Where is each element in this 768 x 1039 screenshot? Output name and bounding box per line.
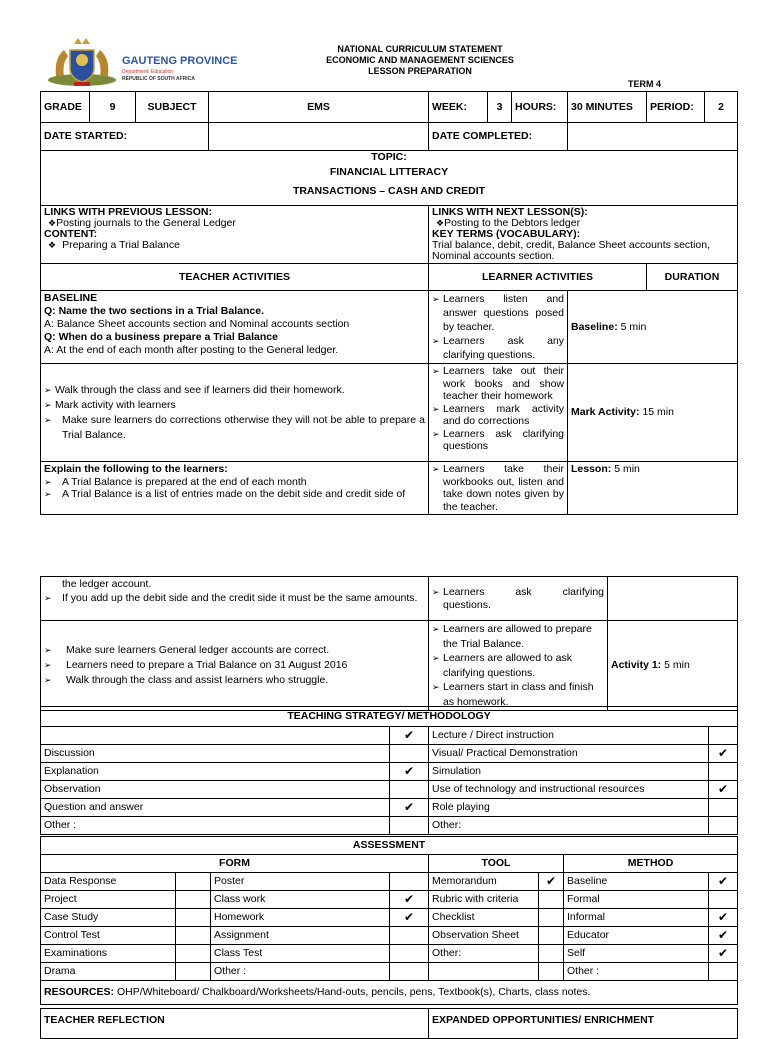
title-line-3: LESSON PREPARATION — [368, 66, 472, 76]
mark-teacher-item: ➢ Make sure learners do corrections otherwise they will not be able to prepare a Trial Balance. — [44, 413, 425, 443]
check-icon: ✔ — [709, 745, 738, 763]
form-check — [176, 963, 211, 981]
check-icon — [390, 945, 429, 963]
baseline-duration-cell — [568, 291, 738, 364]
resources-cell — [41, 981, 738, 1005]
activity-learner-item: ➢ Learners start in class and finish as homework. — [432, 680, 604, 709]
check-icon: ✔ — [709, 927, 738, 945]
check-icon — [539, 927, 564, 945]
strategy-left-label: Discussion — [41, 745, 390, 763]
check-icon — [390, 927, 429, 945]
check-icon — [539, 909, 564, 927]
baseline-learner-item: ➢ Learners ask any clarifying questions. — [432, 334, 564, 362]
subject-value: EMS — [209, 92, 429, 123]
links-next-cell — [429, 206, 738, 264]
coat-of-arms-logo — [44, 36, 120, 88]
check-icon — [539, 963, 564, 981]
strategy-right-label: Visual/ Practical Demonstration — [429, 745, 709, 763]
province-name: GAUTENG PROVINCE — [122, 55, 238, 67]
mark-learner-item: ➢ Learners ask clarifying questions — [432, 428, 564, 453]
continued-learner-item: ➢ Learners ask clarifying questions. — [432, 586, 604, 612]
lesson-teacher-cell — [41, 462, 429, 515]
check-icon — [709, 963, 738, 981]
mark-duration-label: Mark Activity: — [571, 406, 640, 418]
learner-activities-header: LEARNER ACTIVITIES — [429, 264, 647, 291]
mark-teacher-cell — [41, 364, 429, 462]
topic-line-1: FINANCIAL LITTERACY — [329, 166, 449, 178]
check-icon: ✔ — [539, 873, 564, 891]
method-item: Baseline — [564, 873, 709, 891]
grade-label: GRADE — [41, 92, 90, 123]
check-icon — [390, 873, 429, 891]
check-icon: ✔ — [709, 873, 738, 891]
activity-teacher-cell — [41, 621, 429, 711]
tool-header: TOOL — [429, 855, 564, 873]
form-check — [176, 927, 211, 945]
method-header: METHOD — [564, 855, 738, 873]
check-icon: ✔ — [390, 891, 429, 909]
baseline-teacher-cell — [41, 291, 429, 364]
activity-teacher-item: ➢ Walk through the class and assist learners who struggle. — [44, 673, 425, 688]
activity-duration-label: Activity 1: — [611, 659, 662, 671]
tool-item: Rubric with criteria — [429, 891, 539, 909]
check-icon — [709, 817, 738, 835]
check-icon: ✔ — [390, 763, 429, 781]
check-icon — [390, 781, 429, 799]
title-line-1: NATIONAL CURRICULUM STATEMENT — [337, 44, 503, 54]
date-completed-label: DATE COMPLETED: — [429, 123, 568, 151]
strategy-left-label — [41, 727, 390, 745]
date-started-label: DATE STARTED: — [41, 123, 209, 151]
period-label: PERIOD: — [647, 92, 705, 123]
check-icon — [709, 727, 738, 745]
check-icon — [709, 763, 738, 781]
check-icon: ✔ — [390, 909, 429, 927]
lesson-learner-cell — [429, 462, 568, 515]
form-item: Drama — [41, 963, 176, 981]
tool-item — [429, 963, 539, 981]
check-icon — [709, 799, 738, 817]
strategy-right-label: Use of technology and instructional resources — [429, 781, 709, 799]
form-check — [176, 909, 211, 927]
continued-teacher-cell — [41, 577, 429, 621]
lesson-teacher-item: ➢ A Trial Balance is a list of entries made on the debit side and credit side of — [44, 488, 425, 501]
strategy-left-label: Other : — [41, 817, 390, 835]
week-value: 3 — [488, 92, 512, 123]
lesson-title: Explain the following to the learners: — [44, 463, 228, 475]
enrichment-label: EXPANDED OPPORTUNITIES/ ENRICHMENT — [429, 1009, 738, 1039]
strategy-left-label: Observation — [41, 781, 390, 799]
method-item: Informal — [564, 909, 709, 927]
strategy-right-label: Lecture / Direct instruction — [429, 727, 709, 745]
activity-teacher-item: ➢ Learners need to prepare a Trial Balance on 31 August 2016 — [44, 658, 425, 673]
method-item: Educator — [564, 927, 709, 945]
continued-teacher-text: the ledger account. — [62, 578, 152, 590]
title-line-2: ECONOMIC AND MANAGEMENT SCIENCES — [326, 55, 514, 65]
duration-header: DURATION — [647, 264, 738, 291]
keyterms-text: Trial balance, debit, credit, Balance Sheet accounts section, Nominal accounts section. — [432, 239, 711, 262]
baseline-learner-item: ➢ Learners listen and answer questions posed by teacher. — [432, 292, 564, 334]
strategy-right-label: Other: — [429, 817, 709, 835]
topic-line-2: TRANSACTIONS – CASH AND CREDIT — [292, 185, 486, 197]
form-item: Assignment — [211, 927, 390, 945]
form-item: Project — [41, 891, 176, 909]
continued-learner-cell — [429, 577, 608, 621]
links-previous-cell — [41, 206, 429, 264]
baseline-a2: A: At the end of each month after posting to the General ledger. — [44, 344, 339, 356]
check-icon — [390, 963, 429, 981]
subject-label: SUBJECT — [136, 92, 209, 123]
assessment-table — [40, 836, 738, 1005]
baseline-q1: Q: Name the two sections in a Trial Balance. — [44, 305, 264, 317]
document-title — [270, 44, 570, 77]
form-item: Class Test — [211, 945, 390, 963]
content-label: CONTENT: — [44, 228, 98, 240]
teacher-activities-header: TEACHER ACTIVITIES — [41, 264, 429, 291]
form-item: Examinations — [41, 945, 176, 963]
baseline-title: BASELINE — [44, 292, 98, 304]
method-item: Other : — [564, 963, 709, 981]
form-item: Other : — [211, 963, 390, 981]
activity-duration-cell — [608, 621, 738, 711]
baseline-duration-value: 5 min — [620, 320, 647, 333]
tool-item: Checklist — [429, 909, 539, 927]
check-icon — [709, 891, 738, 909]
lesson-duration-label: Lesson: — [571, 463, 612, 475]
teaching-strategy-table — [40, 706, 738, 835]
links-previous-label: LINKS WITH PREVIOUS LESSON: — [44, 206, 213, 218]
strategy-left-label: Explanation — [41, 763, 390, 781]
form-item: Poster — [211, 873, 390, 891]
date-completed-value — [568, 123, 738, 151]
continued-duration-cell — [608, 577, 738, 621]
strategy-right-label: Role playing — [429, 799, 709, 817]
form-item: Control Test — [41, 927, 176, 945]
activity-duration-value: 5 min — [664, 659, 690, 671]
method-item: Formal — [564, 891, 709, 909]
continued-teacher-item: ➢ If you add up the debit side and the credit side it must be the same amounts. — [44, 592, 425, 606]
baseline-q2: Q: When do a business prepare a Trial Balance — [44, 331, 278, 343]
week-label: WEEK: — [429, 92, 488, 123]
period-value: 2 — [705, 92, 738, 123]
resources-text: OHP/Whiteboard/ Chalkboard/Worksheets/Hand-outs, pencils, pens, Textbook(s), Charts, class notes. — [116, 986, 591, 998]
term-label: TERM 4 — [628, 79, 662, 89]
lesson-plan-table-page2 — [40, 576, 738, 711]
department-name: Department: Education — [122, 69, 174, 75]
mark-teacher-item: ➢ Walk through the class and see if learners did their homework. — [44, 383, 425, 398]
topic-label: TOPIC: — [371, 151, 407, 163]
strategy-title: TEACHING STRATEGY/ METHODOLOGY — [41, 707, 738, 727]
assessment-title: ASSESSMENT — [41, 837, 738, 855]
form-check — [176, 945, 211, 963]
baseline-learner-cell — [429, 291, 568, 364]
form-item: Case Study — [41, 909, 176, 927]
check-icon: ✔ — [390, 727, 429, 745]
strategy-right-label: Simulation — [429, 763, 709, 781]
mark-duration-value: 15 min — [642, 406, 674, 418]
teacher-reflection-label: TEACHER REFLECTION — [41, 1009, 429, 1039]
baseline-duration-label: Baseline: — [571, 320, 618, 333]
form-check — [176, 891, 211, 909]
tool-item: Other: — [429, 945, 539, 963]
resources-label: RESOURCES: — [44, 986, 115, 998]
topic-block — [41, 151, 738, 206]
mark-learner-item: ➢ Learners mark activity and do corrections — [432, 403, 564, 428]
country-name: REPUBLIC OF SOUTH AFRICA — [122, 76, 195, 82]
check-icon: ✔ — [390, 799, 429, 817]
mark-learner-cell — [429, 364, 568, 462]
check-icon — [390, 745, 429, 763]
lesson-duration-value: 5 min — [614, 463, 640, 475]
lesson-learner-item: ➢ Learners take their workbooks out, listen and take down notes given by the teacher. — [432, 463, 564, 513]
activity-teacher-item: ➢ Make sure learners General ledger accounts are correct. — [44, 643, 425, 658]
form-item: Data Response — [41, 873, 176, 891]
method-item: Self — [564, 945, 709, 963]
mark-teacher-item: ➢ Mark activity with learners — [44, 398, 425, 413]
strategy-left-label: Question and answer — [41, 799, 390, 817]
date-started-value — [209, 123, 429, 151]
baseline-a1: A: Balance Sheet accounts section and Nominal accounts section — [44, 318, 350, 330]
form-item: Homework — [211, 909, 390, 927]
lesson-teacher-item: ➢ A Trial Balance is prepared at the end of each month — [44, 476, 425, 489]
tool-item: Observation Sheet — [429, 927, 539, 945]
tool-item: Memorandum — [429, 873, 539, 891]
check-icon: ✔ — [709, 781, 738, 799]
content-item: Preparing a Trial Balance — [62, 239, 180, 251]
form-header: FORM — [41, 855, 429, 873]
activity-learner-cell — [429, 621, 608, 711]
grade-value: 9 — [90, 92, 136, 123]
links-next-label: LINKS WITH NEXT LESSON(S): — [432, 206, 588, 218]
check-icon — [539, 945, 564, 963]
activity-learner-item: ➢ Learners are allowed to ask clarifying questions. — [432, 651, 604, 680]
check-icon — [390, 817, 429, 835]
keyterms-label: KEY TERMS (VOCABULARY): — [432, 228, 581, 240]
hours-value: 30 MINUTES — [568, 92, 647, 123]
links-next-item: Posting to the Debtors ledger — [444, 217, 581, 229]
lesson-duration-cell — [568, 462, 738, 515]
mark-learner-item: ➢ Learners take out their work books and show teacher their homework — [432, 365, 564, 403]
lesson-plan-table-page1 — [40, 91, 738, 515]
links-previous-item: Posting journals to the General Ledger — [56, 217, 236, 229]
check-icon: ✔ — [709, 945, 738, 963]
form-item: Class work — [211, 891, 390, 909]
mark-duration-cell — [568, 364, 738, 462]
hours-label: HOURS: — [512, 92, 568, 123]
form-check — [176, 873, 211, 891]
check-icon: ✔ — [709, 909, 738, 927]
check-icon — [539, 891, 564, 909]
activity-learner-item: ➢ Learners are allowed to prepare the Trial Balance. — [432, 622, 604, 651]
